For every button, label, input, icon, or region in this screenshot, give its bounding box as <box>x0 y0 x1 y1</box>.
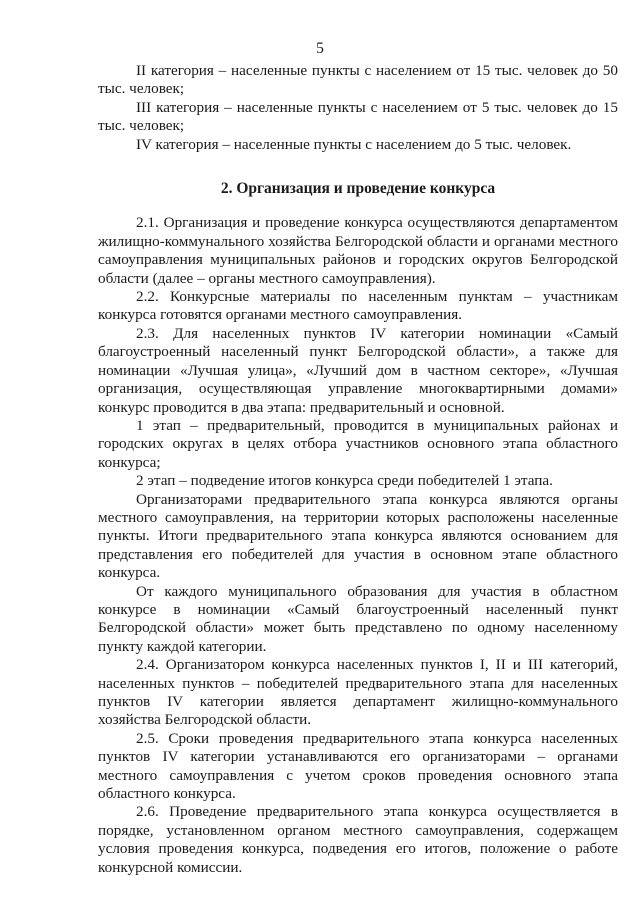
paragraph: Организаторами предварительного этапа конкурса являются органы местного самоуправления, на территории которых расположены населенные пункты. Итоги предварительного этапа конкурса являются основанием для представления его победителей для участия в основном этапе областного конкурса. <box>98 490 618 582</box>
paragraph: 2.6. Проведение предварительного этапа конкурса осуществляется в порядке, установленном органом местного самоуправления, содержащем условия проведения конкурса, подведения его итогов, положение о работе конкурсной комиссии. <box>98 803 618 876</box>
category-item: II категория – населенные пункты с населением от 15 тыс. человек до 50 тыс. человек; <box>98 62 618 98</box>
category-item: IV категория – населенные пункты с населением до 5 тыс. человек. <box>136 135 572 153</box>
paragraph: 1 этап – предварительный, проводится в муниципальных районах и городских округах в целях отбора участников основного этапа областного конкурса; <box>98 416 618 471</box>
paragraph: 2.1. Организация и проведение конкурса осуществляются департаментом жилищно-коммунального хозяйства Белгородской области и органами местного самоуправления муниципальных районов и городских округов Белгородской области (далее – органы местного самоуправления). <box>98 214 618 287</box>
paragraph: 2.2. Конкурсные материалы по населенным пунктам – участникам конкурса готовятся органами местного самоуправления. <box>98 288 618 324</box>
category-item: III категория – населенные пункты с населением от 5 тыс. человек до 15 тыс. человек; <box>98 98 618 135</box>
paragraph: 2.5. Сроки проведения предварительного этапа конкурса населенных пунктов IV категории устанавливаются его организаторами – органами местного самоуправления с учетом сроков проведения основного этапа областного конкурса. <box>98 729 618 803</box>
paragraph: От каждого муниципального образования для участия в областном конкурсе в номинации «Самый благоустроенный населенный пункт Белгородской области» может быть представлено по одному населенному пункту каждой категории. <box>98 582 618 655</box>
page-number: 5 <box>316 40 324 57</box>
paragraph: 2 этап – подведение итогов конкурса среди победителей 1 этапа. <box>136 472 553 490</box>
document-body <box>98 62 618 877</box>
section-heading: 2. Организация и проведение конкурса <box>220 180 496 198</box>
paragraph: 2.4. Организатором конкурса населенных пунктов I, II и III категорий, населенных пунктов – победителей предварительного этапа для населенных пунктов IV категории является департамент жилищно-коммунального хозяйства Белгородской области. <box>98 656 618 729</box>
paragraph: 2.3. Для населенных пунктов IV категории номинации «Самый благоустроенный населенный пункт Белгородской области», а также для номинации «Лучшая улица», «Лучший дом в частном секторе», «Лучшая организация, осуществляющая управление многоквартирными домами» конкурс проводится в два этапа: предварительный и основной. <box>98 324 618 416</box>
